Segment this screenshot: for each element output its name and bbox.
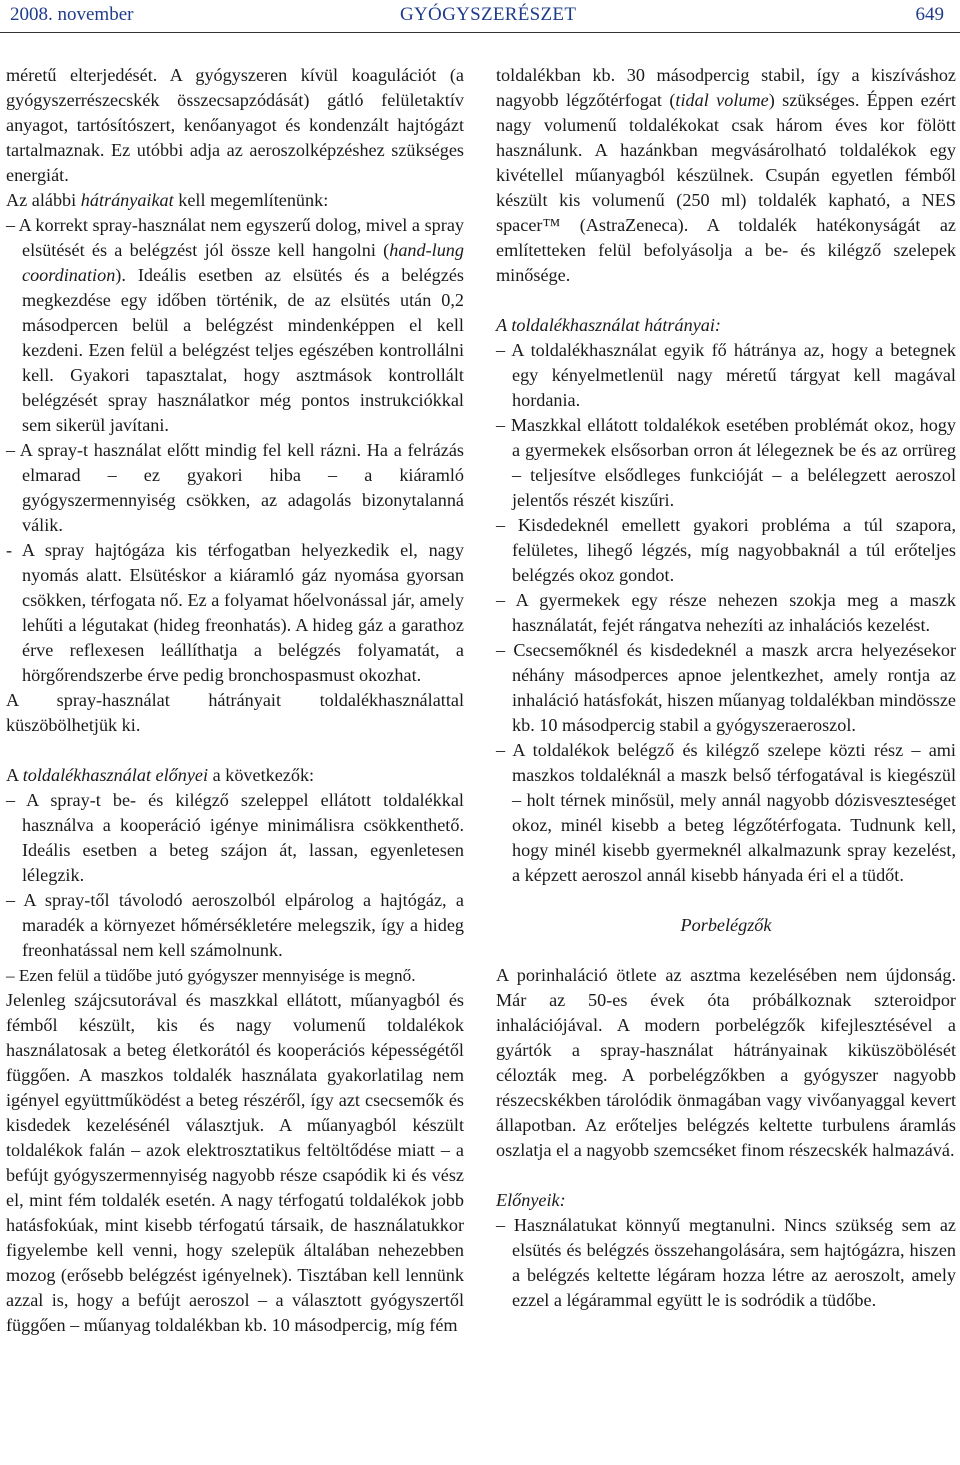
section-subheading: Előnyeik: bbox=[496, 1190, 566, 1210]
paragraph: A toldalékhasználat előnyei a következők: bbox=[6, 765, 315, 785]
list-item: – A toldalékok belégző és kilégző szelepe közti rész – ami maszkos toldaléknál a maszk belső térfogatával is kiegészül – holt térnek minősül, mely annál nagyobb dózisveszteséget okoz, minél kisebb a beteg légzőtérfogata. Tudnunk kell, hogy minél kisebb gyermeknél alkalmazunk spray kezelést, a képzett aeroszol annál kisebb hányada éri el a tüdőt. bbox=[496, 740, 956, 885]
list-item: – A gyermekek egy része nehezen szokja meg a maszk használatát, fejét rángatva nehezíti az inhalációs kezelést. bbox=[496, 590, 956, 635]
list-item: – A spray-t használat előtt mindig fel kell rázni. Ha a felrázás elmarad – ez gyakori hiba – a kiáramló gyógyszermennyiség csökken, az adagolás bizonytalanná válik. bbox=[6, 440, 464, 535]
list-item: – Csecsemőknél és kisdedeknél a maszk arcra helyezésekor néhány másodperces apnoe jelentkezhet, amely rontja az inhaláció hatásfokát, hiszen műanyag toldalékban mindössze kb. 10 másodpercig stabil a gyógyszeraeroszol. bbox=[496, 640, 956, 735]
left-column bbox=[6, 63, 464, 1338]
list-item: – Ezen felül a tüdőbe jutó gyógyszer mennyisége is megnő. bbox=[6, 966, 416, 985]
list-item: – A spray-től távolodó aeroszolból elpárolog a hajtógáz, a maradék a környezet hőmérsékletére melegszik, így a hideg freonhatással nem kell számolnunk. bbox=[6, 890, 464, 960]
journal-title: GYÓGYSZERÉSZET bbox=[400, 4, 577, 25]
paragraph: toldalékban kb. 30 másodpercig stabil, így a kiszíváshoz nagyobb légzőtérfogat (tidal volume) szükséges. Éppen ezért nagy volumenű toldalékokat csak három éves kor fölött használunk. A hazánkban megvásárolható toldalékok egy kivétellel műanyagból készülnek. Csupán egyetlen fémből készült kis volumenű (250 ml) toldalék kapható, a NES spacer™ (AstraZeneca). A toldalék hatékonyságát az említetteken felül befolyásolja a be- és kilégző szelepek minősége. bbox=[496, 65, 956, 285]
section-heading: Porbelégzők bbox=[680, 915, 772, 935]
list-item: – Használatukat könnyű megtanulni. Nincs szükség sem az elsütés és belégzés összehangolására, sem hajtógázra, hiszen a belégzés keltette légáram hozza létre az aeroszolt, amely ezzel a légárammal együtt le is sodródik a tüdőbe. bbox=[496, 1215, 956, 1310]
paragraph: méretű elterjedését. A gyógyszeren kívül koagulációt (a gyógyszerrészecskék összecsapzódását) gátló felületaktív anyagot, tartósítószert, kenőanyagot és kondenzált hajtógázt tartalmaznak. Ez utóbbi adja az aeroszolképzéshez szükséges energiát. bbox=[6, 65, 464, 185]
right-column bbox=[496, 63, 956, 1313]
list-item: – Maszkkal ellátott toldalékok esetében problémát okoz, hogy a gyermekek elsősorban orron át lélegeznek be és az orrüreg – teljesítve elsődleges funkcióját – a belélegzett aeroszol jelentős részét kiszűri. bbox=[496, 415, 956, 510]
paragraph: A spray-használat hátrányait toldalékhasználattal küszöbölhetjük ki. bbox=[6, 690, 464, 735]
list-item: – Kisdedeknél emellett gyakori probléma a túl szapora, felületes, lihegő légzés, míg nagyobbaknál a túl erőteljes belégzés okoz gondot. bbox=[496, 515, 956, 585]
list-item: – A korrekt spray-használat nem egyszerű dolog, mivel a spray elsütését és a belégzést jól össze kell hangolni (hand-lung coordination). Ideális esetben az elsütés és a belégzés megkezdése egy időben történik, de az elsütés után 0,2 másodpercen belül a belégzést mindenképpen el kell kezdeni. Ezen felül a belégzést teljes egészében kontrollálni kell. Gyakori tapasztalat, hogy asztmások kontrollált belégzését spray használatkor még pontos instrukciókkal sem sikerül javítani. bbox=[6, 215, 464, 435]
list-item: - A spray hajtógáza kis térfogatban helyezkedik el, nagy nyomás alatt. Elsütéskor a kiáramló gáz nyomása gyorsan csökken, térfogata nő. Ez a folyamat hőelvonással jár, amely lehűti a légutakat (hideg freonhatás). A hideg gáz a garathoz érve reflexesen leállíthatja a belégzés folyamatát, a hörgőrendszerbe érve pedig bronchospasmust okozhat. bbox=[6, 540, 464, 685]
page-header bbox=[0, 0, 960, 33]
list-item: – A toldalékhasználat egyik fő hátránya az, hogy a betegnek egy kényelmetlenül nagy méretű tárgyat kell magával hordania. bbox=[496, 340, 956, 410]
list-item: – A spray-t be- és kilégző szeleppel ellátott toldalékkal használva a kooperáció igénye minimálisra csökkenthető. Ideális esetben a beteg szájon át, lassan, egyenletesen lélegzik. bbox=[6, 790, 464, 885]
header-date: 2008. november bbox=[10, 4, 134, 25]
page-number: 649 bbox=[915, 4, 944, 25]
paragraph: A porinhaláció ötlete az asztma kezelésében nem újdonság. Már az 50-es évek óta próbálkoznak szteroidpor inhalációjával. A modern porbelégzők kifejlesztésével a gyártók a spray-használat hátrányainak kiküszöbölését célozták meg. A porbelégzőkben a gyógyszer nagyobb részecskékben tárolódik önmagában vagy vivőanyaggal kevert állapotban. Az erőteljes belégzés keltette turbulens áramlás oszlatja el a nagyobb szemcséket finom részecskék halmazává. bbox=[496, 965, 956, 1160]
paragraph: Az alábbi hátrányaikat kell megemlítenünk: bbox=[6, 190, 329, 210]
section-subheading: A toldalékhasználat hátrányai: bbox=[496, 315, 721, 335]
paragraph: Jelenleg szájcsutorával és maszkkal ellátott, műanyagból és fémből készült, kis és nagy volumenű toldalékok használatosak a beteg életkorától és kooperációs képességétől függően. A maszkos toldalék használata gyakorlatilag nem igényel együttműködést a beteg részéről, így azt csecsemők és kisdedek kezelésénél választjuk. A műanyagból készült toldalékok falán – azok elektrosztatikus feltöltődése miatt – a befújt gyógyszermennyiség nagyobb része csapódik ki és vész el, mint fém toldalék esetén. A nagy térfogatú toldalékok jobb hatásfokúak, mint kisebb térfogatú társaik, de használatukkor figyelembe kell venni, hogy szelepük általában nehezebben mozog (erősebb belégzést igényelnek). Tisztában kell lennünk azzal is, hogy a befújt aeroszol – a választott gyógyszertől függően – műanyag toldalékban kb. 10 másodpercig, míg fém bbox=[6, 990, 464, 1335]
